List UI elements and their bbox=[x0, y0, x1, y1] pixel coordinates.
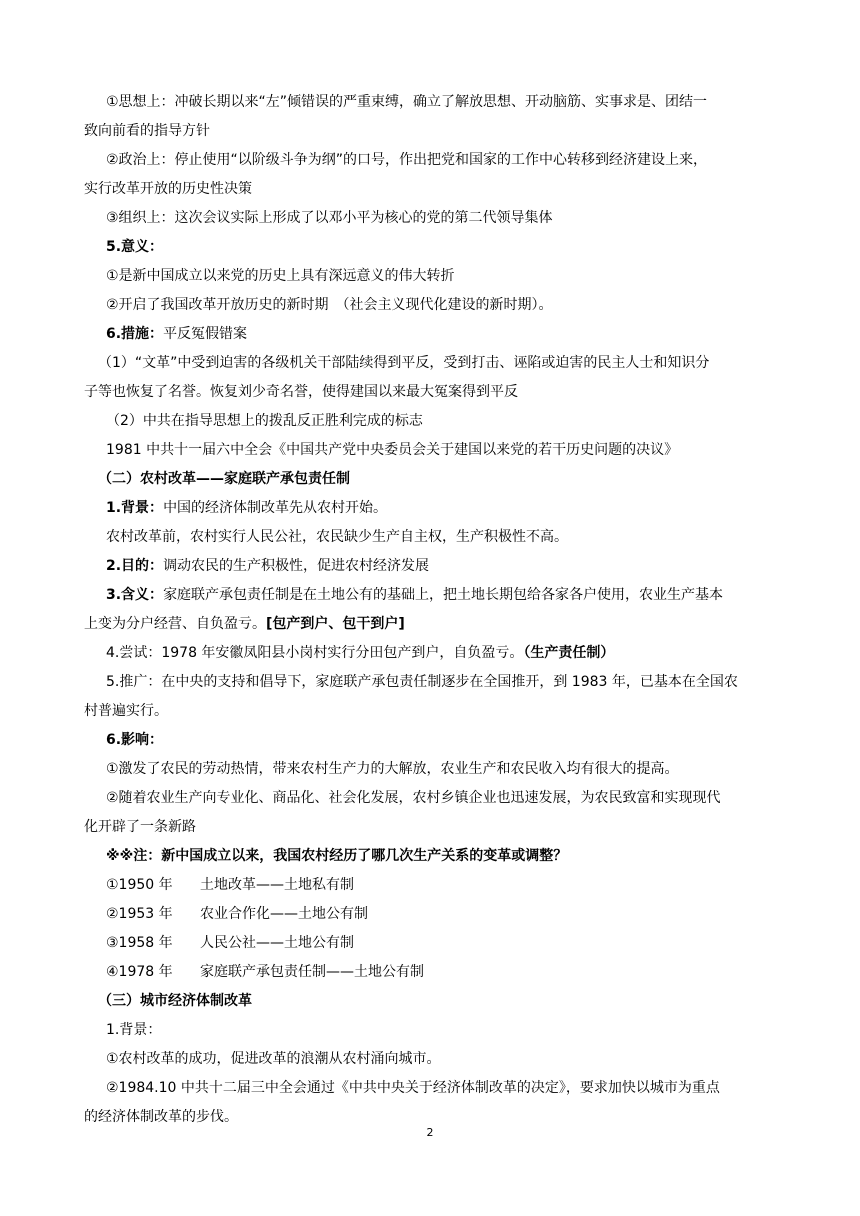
text-line bbox=[84, 610, 784, 639]
heading-measures bbox=[84, 320, 784, 349]
timeline-text: 农业合作化——土地公有制 bbox=[200, 906, 368, 922]
text-line: （2）中共在指导思想上的拨乱反正胜利完成的标志 bbox=[106, 413, 423, 429]
note-heading: ※※注：新中国成立以来，我国农村经历了哪几次生产关系的变革或调整？ bbox=[106, 848, 568, 864]
text-line bbox=[84, 494, 784, 523]
text-line bbox=[84, 552, 784, 581]
text-line: ③组织上：这次会议实际上形成了以邓小平为核心的党的第二代领导集体 bbox=[106, 210, 553, 226]
timeline-item bbox=[84, 958, 784, 987]
text: 调动农民的生产积极性，促进农村经济发展 bbox=[163, 558, 430, 574]
heading-label: 6.措施： bbox=[106, 326, 164, 342]
text: 上变为分户经营、自负盈亏。 bbox=[84, 616, 266, 632]
section-heading-urban-reform: （三）城市经济体制改革 bbox=[98, 993, 252, 1009]
text-line: 5.推广：在中央的支持和倡导下，家庭联产承包责任制逐步在全国推开，到 1983 年，已基本在全国农 bbox=[106, 674, 738, 690]
heading-text: 平反冤假错案 bbox=[163, 326, 248, 342]
text-line: ①激发了农民的劳动热情，带来农村生产力的大解放，农业生产和农民收入均有很大的提高。 bbox=[106, 761, 679, 777]
text-line bbox=[84, 639, 784, 668]
timeline-item bbox=[84, 900, 784, 929]
document-page bbox=[84, 88, 784, 1132]
text-line: ①农村改革的成功，促进改革的浪潮从农村涌向城市。 bbox=[106, 1051, 441, 1067]
section-heading-rural-reform: （二）农村改革——家庭联产承包责任制 bbox=[98, 471, 350, 487]
timeline-year: ④1978 年 bbox=[106, 964, 173, 980]
text-line: ②1984.10 中共十二届三中全会通过《中共中央关于经济体制改革的决定》，要求加快以城市为重点 bbox=[106, 1080, 720, 1096]
bold-text: （生产责任制） bbox=[523, 645, 615, 661]
text-line bbox=[84, 581, 784, 610]
timeline-text: 人民公社——土地公有制 bbox=[200, 935, 354, 951]
text-line: 1.背景： bbox=[106, 1022, 162, 1038]
text-line: 化开辟了一条新路 bbox=[84, 819, 196, 835]
label: 2.目的： bbox=[106, 558, 164, 574]
timeline-item bbox=[84, 871, 784, 900]
heading-impact: 6.影响： bbox=[106, 732, 164, 748]
text-line: ①思想上：冲破长期以来“左”倾错误的严重束缚，确立了解放思想、开动脑筋、实事求是、团结一 bbox=[106, 94, 708, 110]
text-line: 村普遍实行。 bbox=[84, 703, 168, 719]
text-line: 的经济体制改革的步伐。 bbox=[84, 1109, 238, 1125]
label: 1.背景： bbox=[106, 500, 164, 516]
timeline-item bbox=[84, 929, 784, 958]
label: 3.含义： bbox=[106, 587, 164, 603]
text-line: ①是新中国成立以来党的历史上具有深远意义的伟大转折 bbox=[106, 268, 455, 284]
bold-text: [包产到户、包干到户] bbox=[266, 616, 405, 632]
timeline-text: 土地改革——土地私有制 bbox=[200, 877, 354, 893]
text: 4.尝试：1978 年安徽凤阳县小岗村实行分田包产到户，自负盈亏。 bbox=[106, 645, 524, 661]
heading-significance: 5.意义： bbox=[106, 239, 164, 255]
page-number: 2 bbox=[426, 1126, 434, 1139]
text-line: 致向前看的指导方针 bbox=[84, 123, 210, 139]
timeline-year: ①1950 年 bbox=[106, 877, 173, 893]
timeline-text: 家庭联产承包责任制——土地公有制 bbox=[200, 964, 424, 980]
text-line: 子等也恢复了名誉。恢复刘少奇名誉，使得建国以来最大冤案得到平反 bbox=[84, 384, 518, 400]
text-line: 农村改革前，农村实行人民公社，农民缺少生产自主权，生产积极性不高。 bbox=[106, 529, 568, 545]
text-line: ②开启了我国改革开放历史的新时期 （社会主义现代化建设的新时期）。 bbox=[106, 297, 553, 313]
text-line: 1981 中共十一届六中全会《中国共产党中央委员会关于建国以来党的若干历史问题的决议》 bbox=[106, 442, 679, 458]
timeline-year: ②1953 年 bbox=[106, 906, 173, 922]
text: 中国的经济体制改革先从农村开始。 bbox=[163, 500, 388, 516]
text-line: （1）“文革”中受到迫害的各级机关干部陆续得到平反，受到打击、诬陷或迫害的民主人士和知识分 bbox=[98, 355, 710, 371]
text-line: 实行改革开放的历史性决策 bbox=[84, 181, 252, 197]
text-line: ②随着农业生产向专业化、商品化、社会化发展，农村乡镇企业也迅速发展，为农民致富和实现现代 bbox=[106, 790, 721, 806]
text: 家庭联产承包责任制是在土地公有的基础上，把土地长期包给各家各户使用，农业生产基本 bbox=[163, 587, 724, 603]
text-line: ②政治上：停止使用“以阶级斗争为纲”的口号，作出把党和国家的工作中心转移到经济建设上来， bbox=[106, 152, 708, 168]
timeline-year: ③1958 年 bbox=[106, 935, 173, 951]
